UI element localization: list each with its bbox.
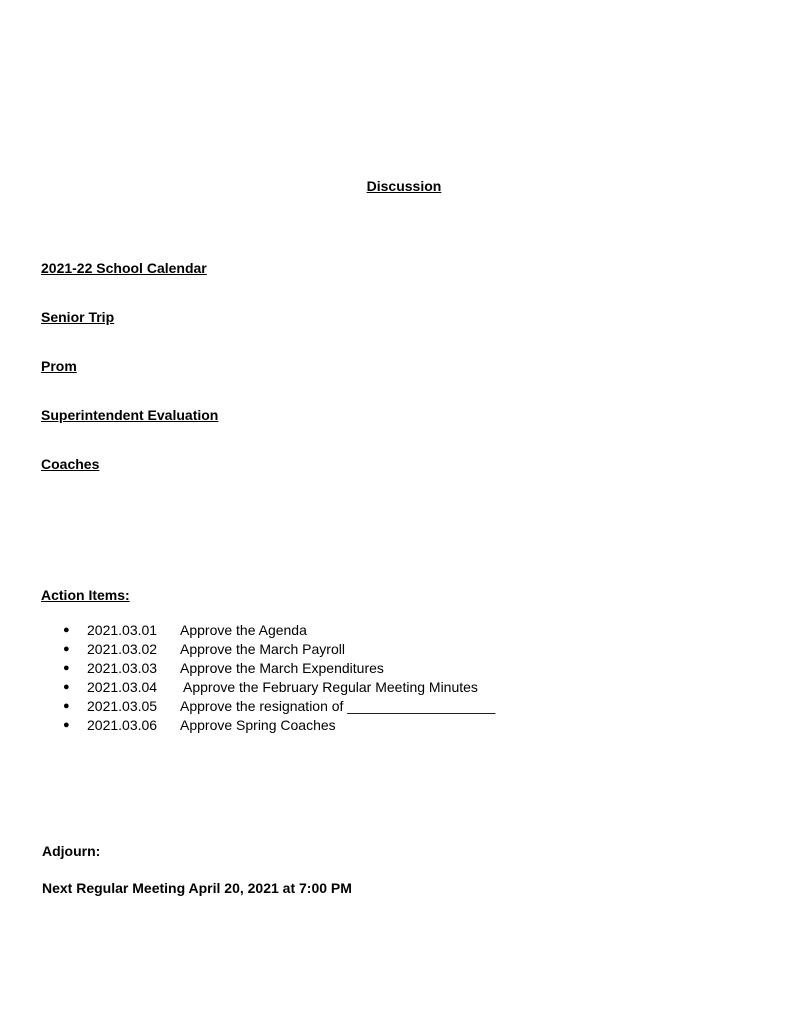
topic-coaches: Coaches	[41, 456, 100, 472]
action-code: 2021.03.04	[87, 679, 158, 695]
adjourn-label: Adjourn:	[42, 843, 101, 859]
bullet-icon: ●	[63, 681, 70, 693]
bullet-icon: ●	[63, 624, 70, 636]
action-items-heading: Action Items:	[41, 587, 130, 603]
action-code: 2021.03.03	[87, 660, 158, 676]
action-text: Approve the March Expenditures	[180, 660, 384, 676]
topic-senior-trip: Senior Trip	[41, 309, 115, 325]
action-text: Approve the February Regular Meeting Minutes	[183, 679, 478, 695]
action-code: 2021.03.02	[87, 641, 158, 657]
bullet-icon: ●	[63, 700, 70, 712]
bullet-icon: ●	[63, 662, 70, 674]
bullet-icon: ●	[63, 719, 70, 731]
action-text: Approve the Agenda	[180, 622, 307, 638]
bullet-icon: ●	[63, 643, 70, 655]
discussion-heading: Discussion	[366, 178, 442, 194]
action-text: Approve the resignation of ___________________	[180, 698, 496, 714]
action-code: 2021.03.06	[87, 717, 158, 733]
action-text: Approve the March Payroll	[180, 641, 345, 657]
action-code: 2021.03.05	[87, 698, 158, 714]
topic-school-calendar: 2021-22 School Calendar	[41, 260, 207, 276]
next-meeting-text: Next Regular Meeting April 20, 2021 at 7:00 PM	[42, 880, 352, 896]
action-text: Approve Spring Coaches	[180, 717, 336, 733]
topic-superintendent-evaluation: Superintendent Evaluation	[41, 407, 219, 423]
action-code: 2021.03.01	[87, 622, 158, 638]
topic-prom: Prom	[41, 358, 77, 374]
